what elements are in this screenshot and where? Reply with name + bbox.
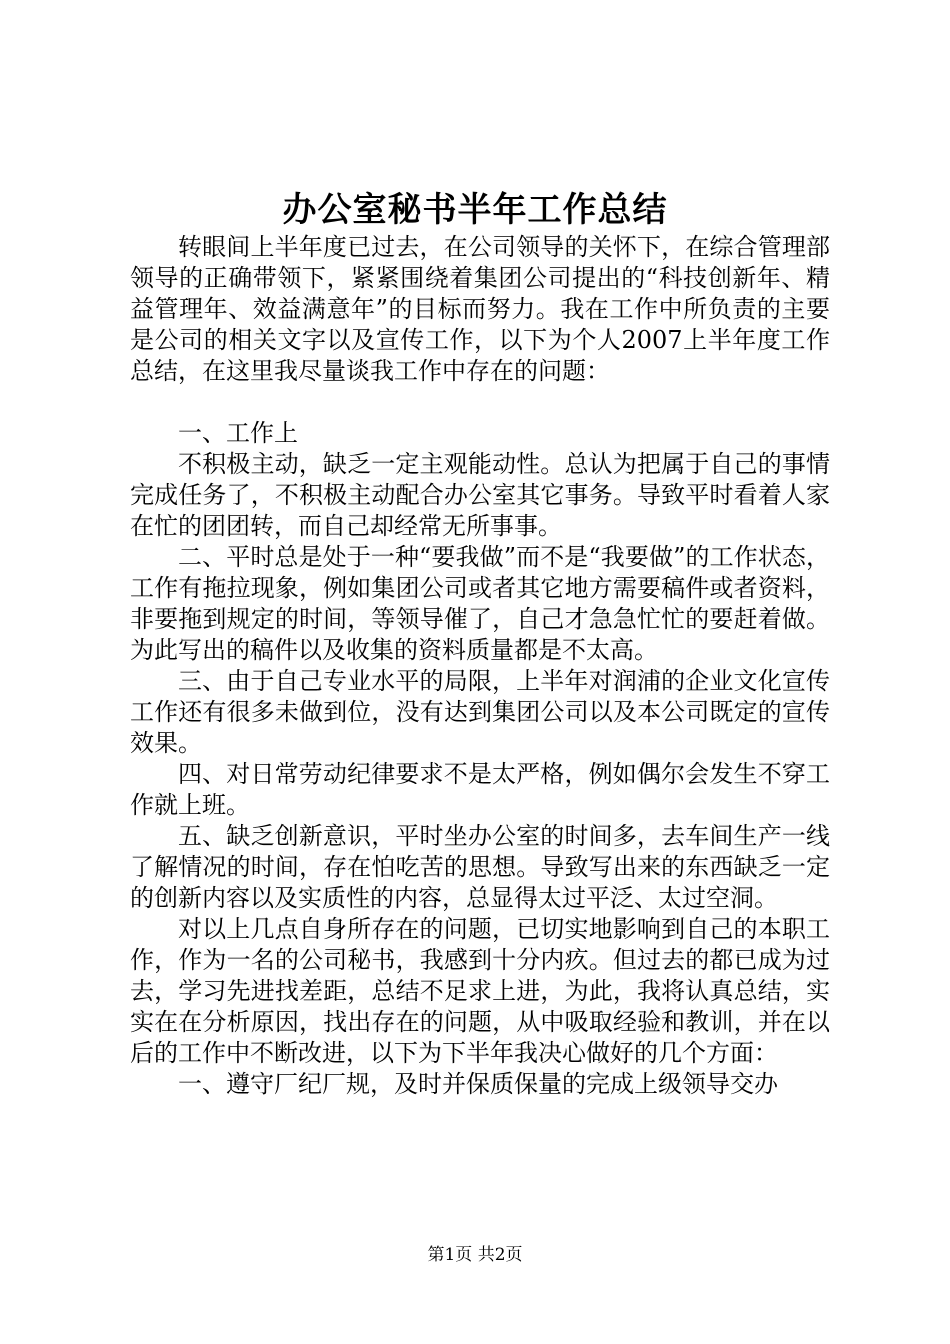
paragraph-issue-innovation: 五、缺乏创新意识，平时坐办公室的时间多，去车间生产一线了解情况的时间，存在怕吃苦的思想。导致写出来的东西缺乏一定的创新内容以及实质性的内容，总显得太过平泛、太过空洞。 xyxy=(130,822,830,912)
paragraph-issue-skill: 三、由于自己专业水平的局限，上半年对润浦的企业文化宣传工作还有很多未做到位，没有达到集团公司以及本公司既定的宣传效果。 xyxy=(130,667,830,757)
page-footer: 第1页 共2页 xyxy=(427,1245,523,1265)
document-title: 办公室秘书半年工作总结 xyxy=(282,190,668,230)
section-heading-work: 一、工作上 xyxy=(178,419,298,447)
paragraph-issue-discipline: 四、对日常劳动纪律要求不是太严格，例如偶尔会发生不穿工作就上班。 xyxy=(130,760,830,819)
paragraph-reflection: 对以上几点自身所存在的问题，已切实地影响到自己的本职工作，作为一名的公司秘书，我感到十分内疚。但过去的都已成为过去，学习先进找差距，总结不足求上进，为此，我将认真总结，实实在在分析原因，找出存在的问题，从中吸取经验和教训，并在以后的工作中不断改进，以下为下半年我决心做好的几个方面： xyxy=(130,915,830,1067)
paragraph-issue-initiative: 不积极主动，缺乏一定主观能动性。总认为把属于自己的事情完成任务了，不积极主动配合办公室其它事务。导致平时看着人家在忙的团团转，而自己却经常无所事事。 xyxy=(130,450,830,540)
paragraph-plan-first: 一、遵守厂纪厂规，及时并保质保量的完成上级领导交办 xyxy=(178,1070,778,1098)
paragraph-intro: 转眼间上半年度已过去，在公司领导的关怀下，在综合管理部领导的正确带领下，紧紧围绕着集团公司提出的“科技创新年、精益管理年、效益满意年”的目标而努力。我在工作中所负责的主要是公司的相关文字以及宣传工作，以下为个人2007上半年度工作总结，在这里我尽量谈我工作中存在的问题： xyxy=(130,233,830,385)
paragraph-issue-attitude: 二、平时总是处于一种“要我做”而不是“我要做”的工作状态，工作有拖拉现象，例如集团公司或者其它地方需要稿件或者资料，非要拖到规定的时间，等领导催了，自己才急急忙忙的要赶着做。为此写出的稿件以及收集的资料质量都是不太高。 xyxy=(130,543,830,664)
document-body xyxy=(130,232,830,1100)
